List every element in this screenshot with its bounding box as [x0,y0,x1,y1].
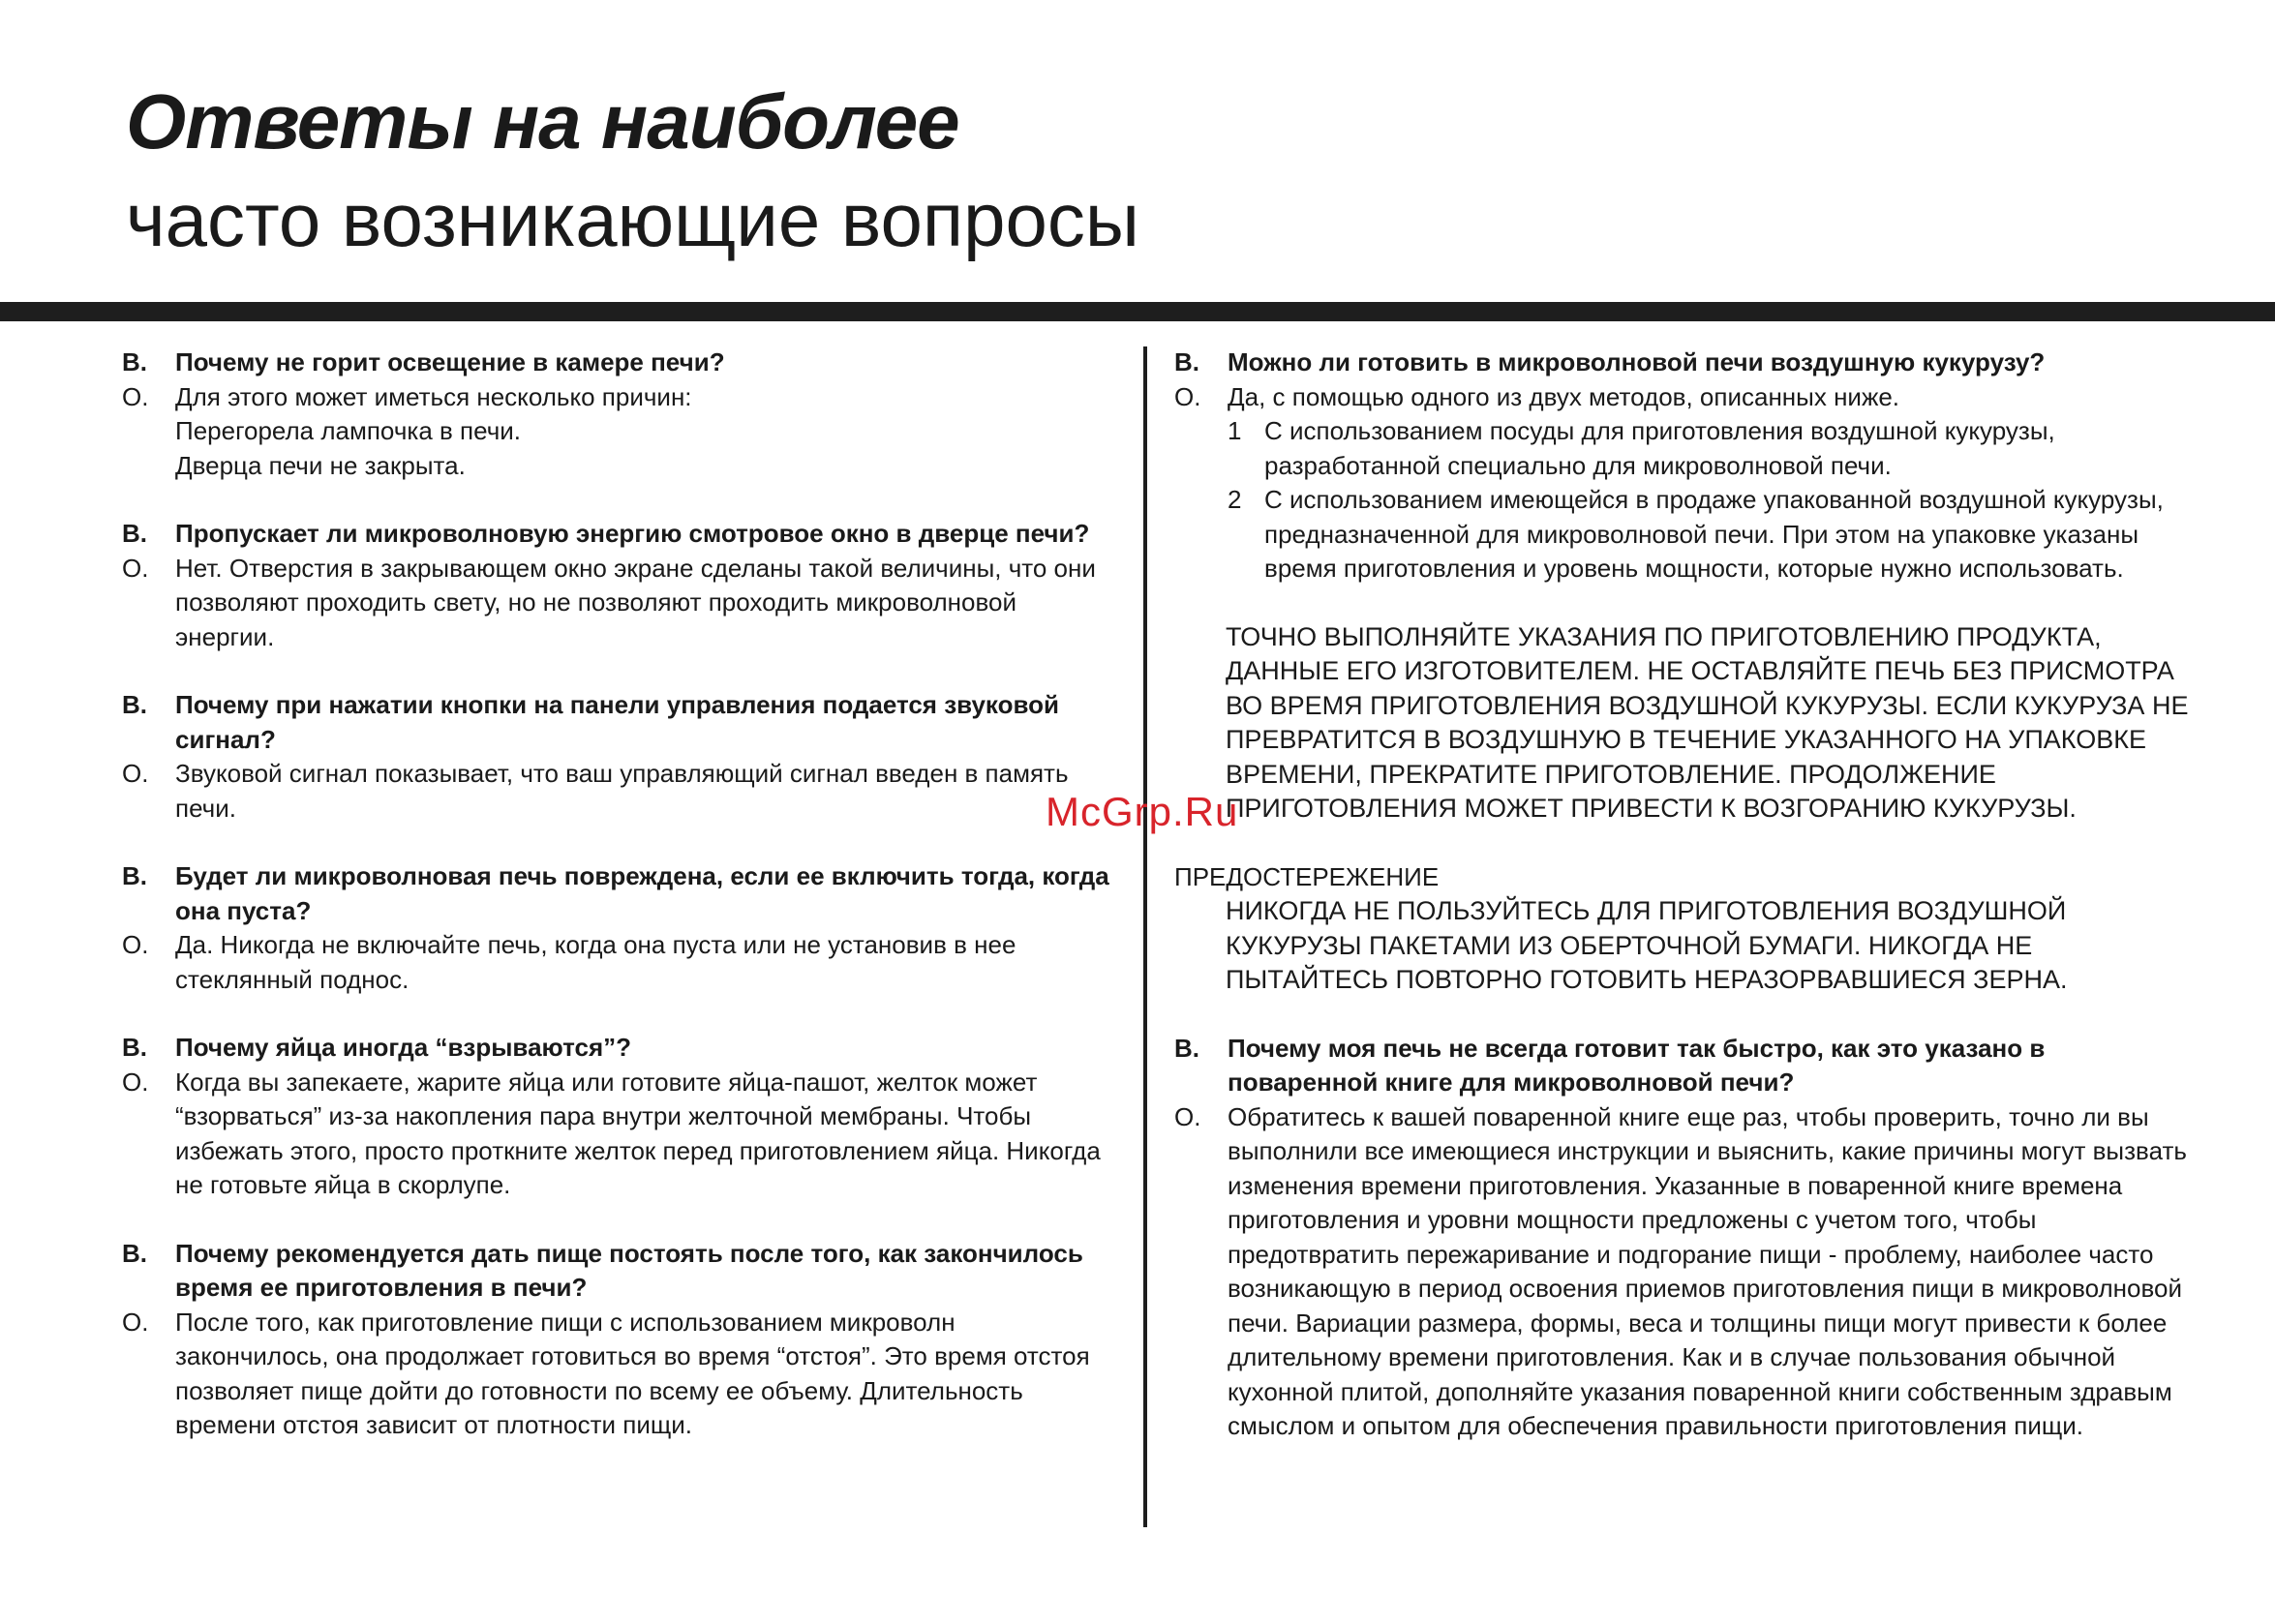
question [122,1237,1109,1306]
method-text: С использованием имеющейся в продаже упакованной воздушной кукурузы, предназначенной для микроволновой печи. При этом на упаковке указаны время приготовления и уровень мощности, которые нужно использовать. [1264,485,2164,583]
method-number: 1 [1228,416,1242,445]
header-rule [0,302,2275,321]
question [122,688,1109,757]
warning-text: НИКОГДА НЕ ПОЛЬЗУЙТЕСЬ ДЛЯ ПРИГОТОВЛЕНИЯ ВОЗДУШНОЙ КУКУРУЗЫ ПАКЕТАМИ ИЗ ОБЕРТОЧНОЙ БУМАГИ. НИКОГДА НЕ ПЫТАЙТЕСЬ ПОВТОРНО ГОТОВИТЬ НЕРАЗОРВАВШИЕСЯ ЗЕРНА. [1226,896,2068,994]
question-marker: В. [1174,347,1199,376]
warning-title: ПРЕДОСТЕРЕЖЕНИЕ [1174,861,1440,891]
answer [122,380,1109,415]
answer-text: Да, с помощью одного из двух методов, описанных ниже. [1228,381,1900,411]
qa-item-cookbook [1174,1032,2200,1444]
question-text: Пропускает ли микроволновую энергию смотровое окно в дверце печи? [175,519,1090,548]
popcorn-caps-note: ТОЧНО ВЫПОЛНЯЙТЕ УКАЗАНИЯ ПО ПРИГОТОВЛЕНИЮ ПРОДУКТА, ДАННЫЕ ЕГО ИЗГОТОВИТЕЛЕМ. НЕ ОСТАВЛЯЙТЕ ПЕЧЬ БЕЗ ПРИСМОТРА ВО ВРЕМЯ ПРИГОТОВЛЕНИЯ ВОЗДУШНОЙ КУКУРУЗЫ. ЕСЛИ КУКУРУЗА НЕ ПРЕВРАТИТСЯ В ВОЗДУШНУЮ В ТЕЧЕНИЕ УКАЗАННОГО НА УПАКОВКЕ ВРЕМЕНИ, ПРЕКРАТИТЕ ПРИГОТОВЛЕНИЕ. ПРОДОЛЖЕНИЕ ПРИГОТОВЛЕНИЯ МОЖЕТ ПРИВЕСТИ К ВОЗГОРАНИЮ КУКУРУЗЫ. [1226,621,2189,823]
qa-item [122,688,1109,826]
answer-text: Звуковой сигнал показывает, что ваш управляющий сигнал введен в память печи. [175,759,1069,823]
answer-text: Да. Никогда не включайте печь, когда она пуста или не установив в нее стеклянный поднос. [175,930,1016,994]
question [122,859,1109,928]
answer-text: Обратитесь к вашей поваренной книге еще раз, чтобы проверить, точно ли вы выполнили все имеющиеся инструкции и выяснить, какие причины могут вызвать изменения времени приготовления. Указанные в поваренной книге времена приготовления и уровни мощности предложены с учетом того, чтобы предотвратить пережаривание и подгорание пищи - проблему, наиболее часто возникающую в период освоения приемов приготовления пищи в микроволновой печи. Вариации размера, формы, веса и толщины пищи могут привести к более длительному времени приготовления. Как и в случае пользования обычной кухонной плитой, дополняйте указания поваренной книги собственным здравым смыслом и опытом для обеспечения правильности приготовления пищи. [1228,1101,2187,1440]
qa-item [122,1237,1109,1443]
question-marker: В. [122,861,147,890]
answer-text: Нет. Отверстия в закрывающем окно экране сделаны такой величины, что они позволяют проходить свету, но не позволяют проходить микроволновой энергии. [175,553,1096,651]
qa-item [122,517,1109,654]
answer [122,1066,1109,1203]
answer-marker: О. [122,1307,149,1337]
answer-subline: Дверца печи не закрыта. [175,450,466,480]
answer-marker: О. [122,1067,149,1097]
question-marker: В. [122,1033,147,1062]
answer [122,757,1109,826]
answer-text: Для этого может иметься несколько причин: [175,381,692,411]
answer [122,928,1109,997]
method-item [1228,414,2200,483]
question-text: Почему при нажатии кнопки на панели управления подается звуковой сигнал? [175,690,1059,754]
method-text: С использованием посуды для приготовления воздушной кукурузы, разработанной специально для микроволновой печи. [1264,416,2055,480]
question [1174,346,2200,380]
question [122,517,1109,552]
question-text: Почему моя печь не всегда готовит так быстро, как это указано в поваренной книге для микроволновой печи? [1228,1033,2046,1097]
answer-marker: О. [122,930,149,959]
question-marker: В. [122,347,147,376]
answer-marker: О. [122,381,149,411]
answer [1174,380,2200,415]
answer [122,552,1109,655]
question [122,346,1109,380]
answer-marker: О. [1174,1101,1201,1131]
right-column [1174,346,2200,1444]
question-marker: В. [1174,1033,1199,1063]
page-title: Ответы на наиболее [126,78,959,165]
answer-subline: Перегорела лампочка в печи. [175,416,522,445]
question [1174,1032,2200,1100]
question-text: Будет ли микроволновая печь повреждена, если ее включить тогда, когда она пуста? [175,861,1109,925]
question [122,1031,1109,1066]
qa-item [122,1031,1109,1203]
answer [1174,1100,2200,1444]
question-marker: В. [122,1238,147,1268]
column-divider [1143,346,1147,1527]
method-item [1228,483,2200,586]
question-marker: В. [122,690,147,719]
question-marker: В. [122,519,147,548]
question-text: Почему не горит освещение в камере печи? [175,347,725,376]
answer-marker: О. [1174,381,1201,411]
question-text: Почему яйца иногда “взрываются”? [175,1033,631,1062]
qa-item [122,346,1109,483]
question-text: Почему рекомендуется дать пище постоять после того, как закончилось время ее приготовления в печи? [175,1238,1083,1302]
answer-text: После того, как приготовление пищи с использованием микроволн закончилось, она продолжает готовиться во время “отстоя”. Это время отстоя позволяет пище дойти до готовности по всему ее объему. Длительность времени отстоя зависит от плотности пищи. [175,1307,1090,1439]
page-subtitle: часто возникающие вопросы [126,177,1139,262]
watermark-text: McGrp.Ru [1046,789,1239,834]
qa-item [122,859,1109,997]
left-column [122,346,1109,1477]
answer [122,1306,1109,1443]
question-text: Можно ли готовить в микроволновой печи воздушную кукурузу? [1228,347,2046,376]
method-number: 2 [1228,485,1242,514]
answer-marker: О. [122,759,149,788]
answer-marker: О. [122,553,149,583]
answer-text: Когда вы запекаете, жарите яйца или готовите яйца-пашот, желток может “взорваться” из-за накопления пара внутри желточной мембраны. Чтобы избежать этого, просто проткните желток перед приготовлением яйца. Никогда не готовьте яйца в скорлупе. [175,1067,1101,1199]
qa-item-popcorn [1174,346,2200,827]
